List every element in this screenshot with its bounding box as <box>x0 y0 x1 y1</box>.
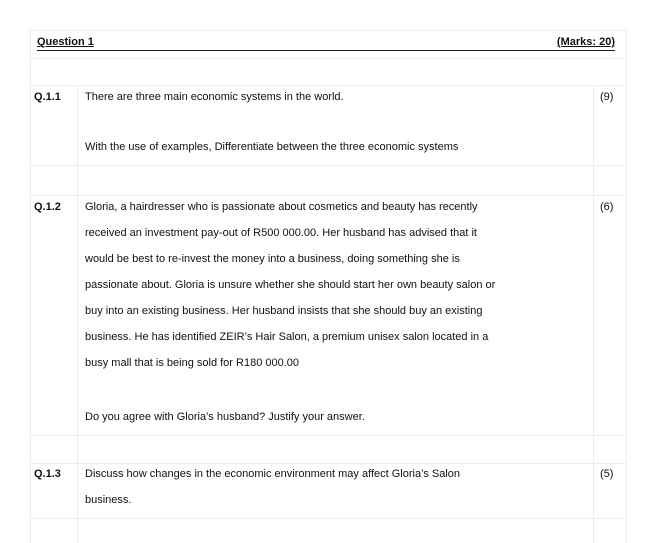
text-line: Gloria, a hairdresser who is passionate about cosmetics and beauty has recently <box>85 201 478 213</box>
row-divider <box>30 518 627 519</box>
column-divider <box>77 85 78 543</box>
row-divider <box>30 30 627 31</box>
question-marks: (9) <box>600 91 614 103</box>
question-table <box>30 30 627 543</box>
row-divider <box>30 435 627 436</box>
question-number: Q.1.2 <box>34 201 61 213</box>
text-line: busy mall that is being sold for R180 000.00 <box>85 357 300 369</box>
question-title: Question 1 <box>37 36 94 48</box>
text-line: passionate about. Gloria is unsure whether she should start her own beauty salon or <box>85 279 496 291</box>
column-divider <box>626 30 627 543</box>
question-instruction: With the use of examples, Differentiate between the three economic systems <box>85 141 459 153</box>
question-text <box>85 84 600 110</box>
question-number: Q.1.1 <box>34 91 61 103</box>
text-line: Discuss how changes in the economic environment may affect Gloria’s Salon <box>85 468 461 480</box>
text-line: business. He has identified ZEIR’s Hair Salon, a premium unisex salon located in a <box>85 331 489 343</box>
text-line: would be best to re-invest the money into a business, doing something she is <box>85 253 460 265</box>
row-divider <box>30 58 627 59</box>
question-marks: (Marks: 20) <box>556 36 615 48</box>
text-line: buy into an existing business. Her husband insists that she should buy an existing <box>85 305 483 317</box>
question-header <box>37 36 615 51</box>
question-instruction: Do you agree with Gloria’s husband? Justify your answer. <box>85 411 365 423</box>
text-line: business. <box>85 494 132 506</box>
question-number: Q.1.3 <box>34 468 61 480</box>
row-divider <box>30 165 627 166</box>
question-text <box>85 194 600 376</box>
question-marks: (6) <box>600 201 614 213</box>
question-text <box>85 461 600 513</box>
text-line: received an investment pay-out of R500 000.00. Her husband has advised that it <box>85 227 477 239</box>
column-divider <box>30 30 31 543</box>
question-marks: (5) <box>600 468 614 480</box>
text-line: There are three main economic systems in the world. <box>85 91 344 103</box>
